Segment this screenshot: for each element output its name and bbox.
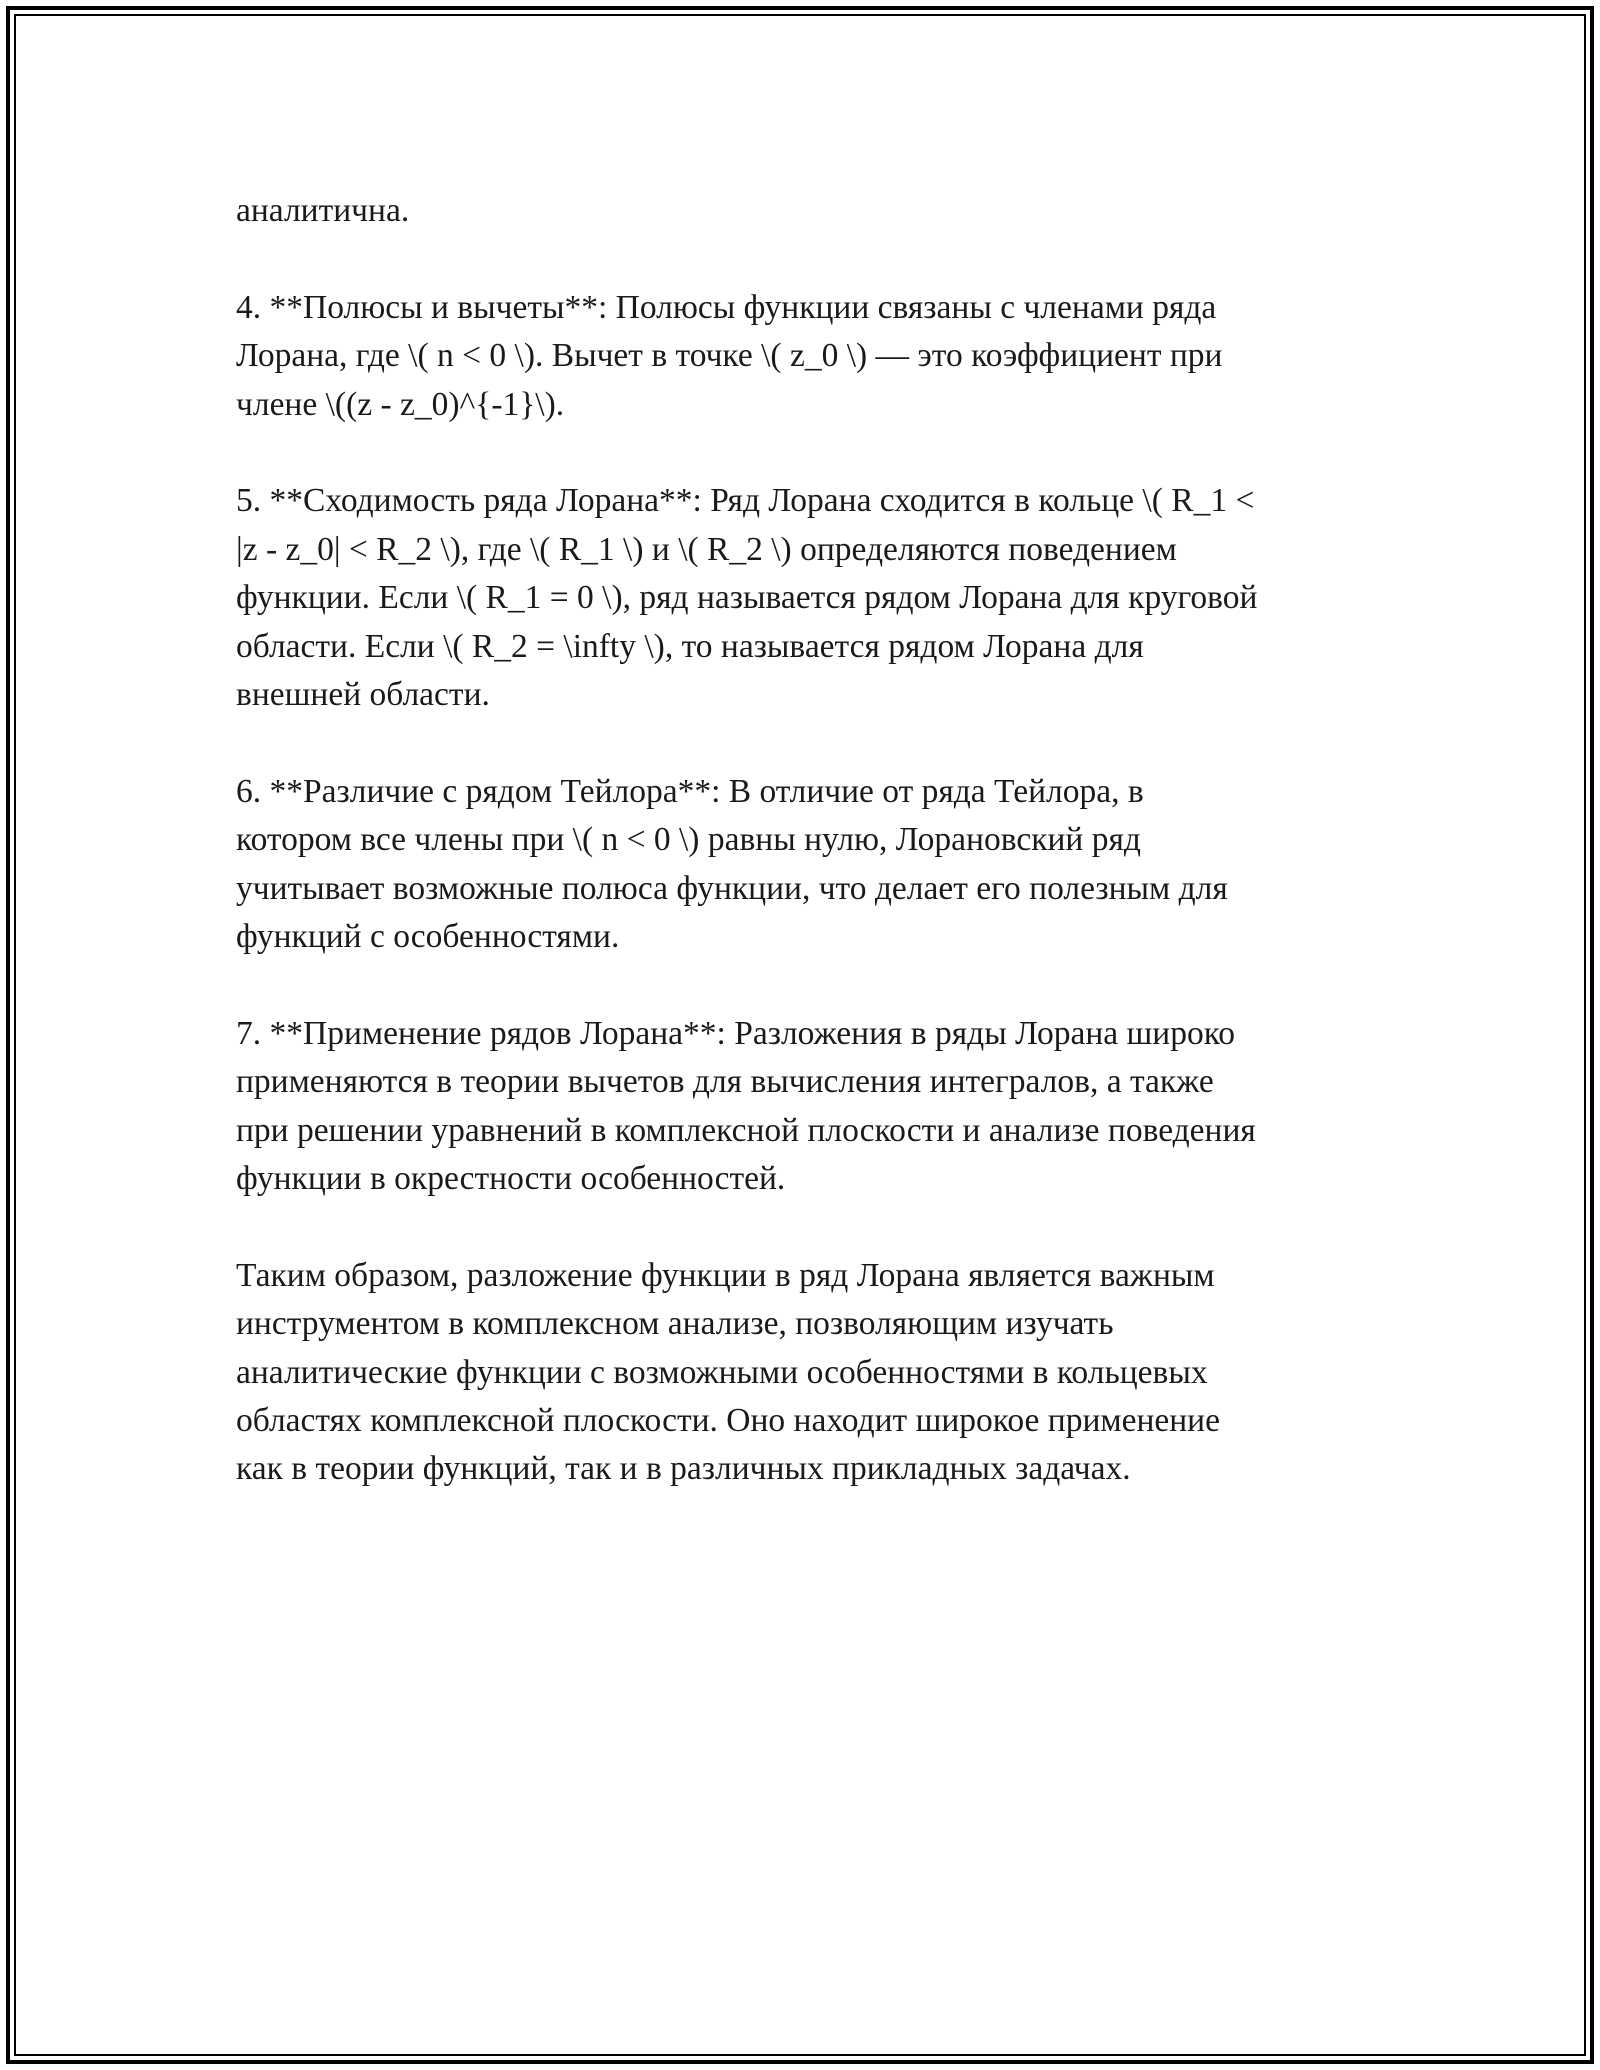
paragraph-conclusion: Таким образом, разложение функции в ряд Лорана является важным инструментом в комплексном анализе, позволяющим изучать аналитические функции с возможными особенностями в кольцевых областях комплексной плоскости. Оно находит широкое применение как в теории функций, так и в различных прикладных задачах. [236,1256,1220,1488]
paragraph-continuation: аналитична. [236,192,410,229]
paragraph-convergence: 5. **Сходимость ряда Лорана**: Ряд Лорана сходится в кольце \( R_1 < |z - z_0| < R_2 \), где \( R_1 \) и \( R_2 \) определяются поведением функции. Если \( R_1 = 0 \), ряд называется рядом Лорана для круговой области. Если \( R_2 = \infty \), то называется рядом Лорана для внешней области. [236,482,1258,714]
paragraph-taylor-difference: 6. **Различие с рядом Тейлора**: В отличие от ряда Тейлора, в котором все члены при \( n < 0 \) равны нулю, Лорановский ряд учитывает возможные полюса функции, что делает его полезным для функций с особенностями. [236,772,1228,956]
paragraph-applications: 7. **Применение рядов Лорана**: Разложения в ряды Лорана широко применяются в теории вычетов для вычисления интегралов, а также при решении уравнений в комплексной плоскости и анализе поведения функции в окрестности особенностей. [236,1014,1256,1198]
document-body [236,187,1376,1542]
paragraph-poles-residues: 4. **Полюсы и вычеты**: Полюсы функции связаны с членами ряда Лорана, где \( n < 0 \). Вычет в точке \( z_0 \) — это коэффициент при члене \((z - z_0)^{-1}\). [236,288,1223,423]
